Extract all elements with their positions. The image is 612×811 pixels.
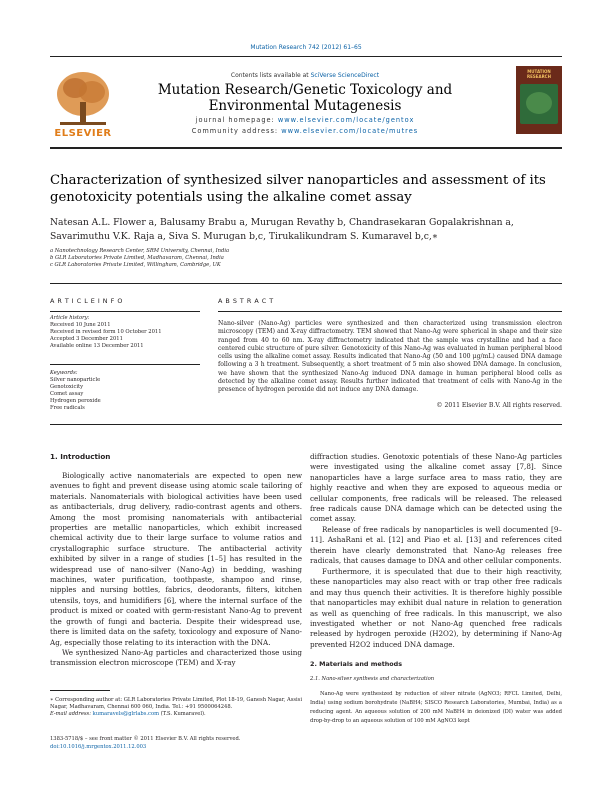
keyword-item: Hydrogen peroxide [50, 398, 101, 404]
cover-image-detail [526, 92, 552, 114]
authors-line1: Natesan A.L. Flower a, Balusamy Brabu a, Murugan Revathy b, Chandrasekaran Gopalakrishnan a, [50, 217, 514, 228]
keyword-item: Silver nanoparticle [50, 377, 101, 383]
address-link[interactable]: www.elsevier.com/locate/mutres [281, 127, 419, 135]
abstract-heading: A B S T R A C T [218, 297, 274, 305]
subsection-2-1-heading: 2.1. Nano-silver synthesis and characterization [310, 676, 435, 682]
contents-prefix: Contents lists available at [230, 72, 311, 79]
intro-paragraph-1: Biologically active nanomaterials are expected to open new avenues to fight and prevent disease using atomic scale tailoring of materials. Nanomaterials with biological activities have been used as antibacterials, drug delivery, radio-contrast agents and others. Among the most promising nanomaterials with antibacterial properties are metallic nanoparticles, which exhibit increased chemical activity due to their large surface to volume ratios and crystallographic surface structure. The antibacterial activity exhibited by silver in a range of studies [1–5] has resulted in the widespread use of nano-silver (Nano-Ag) in bedding, washing machines, water purification, toothpaste, shampoo and rinse, nipples and nursing bottles, fabrics, deodorants, filters, kitchen utensils, toys, and humidifiers [6], where the internal surface of the product is mixed or coated with germ-resistant Nano-Ag to prevent the growth of fungi and bacteria. Despite their widespread use, there is limited data on the safety, toxicology and exposure of Nano-Ag, especially those relating to its interaction with the DNA. [50, 471, 302, 647]
affiliation-c: c GLR Laboratories Private Limited, Willingham, Cambridge, UK [50, 262, 221, 268]
address-label: Community address: [191, 127, 282, 135]
right-paragraph-2: Release of free radicals by nanoparticles is well documented [9–11]. AshaRani et al. [12] and Piao et al. [13] and references cited therein have clearly demonstrated that Nano-Ag releases free radicals, that causes damage to DNA and other cellular components. [310, 525, 562, 566]
sciencedirect-link[interactable]: SciVerse ScienceDirect [310, 72, 380, 79]
masthead-bottom-rule [50, 147, 562, 149]
corresponding-author-footnote [50, 697, 302, 718]
doi-link[interactable]: doi:10.1016/j.mrgentox.2011.12.003 [50, 744, 147, 750]
elsevier-tree-icon [50, 68, 116, 128]
affiliation-a: a Nanotechnology Research Center, SRM University, Chennai, India [50, 248, 230, 254]
email-line [50, 711, 302, 718]
abstract-rule [218, 311, 562, 312]
homepage-label: journal homepage: [195, 116, 278, 124]
issn-line: 1383-5718/$ – see front matter © 2011 Elsevier B.V. All rights reserved. [50, 736, 241, 742]
keyword-item: Genotoxicity [50, 384, 84, 390]
journal-cover [516, 66, 562, 134]
affiliations [50, 248, 450, 269]
homepage-link[interactable]: www.elsevier.com/locate/gentox [277, 116, 415, 124]
affiliation-b: b GLR Laboratories Private Limited, Madhavaram, Chennai, India [50, 255, 224, 261]
section-1-heading: 1. Introduction [50, 452, 111, 461]
right-paragraph-1: diffraction studies. Genotoxic potentials of these Nano-Ag particles were investigated using the alkaline comet assay [7,8]. Since nanoparticles have a large surface area to mass ratio, they are highly reactive and when they are exposed to aqueous media or cellular components, free radicals will be released. The released free radicals cause DNA damage which can be detected using the comet assay. [310, 452, 562, 524]
homepage-line [120, 116, 490, 124]
journal-title [120, 82, 490, 114]
email-suffix: (T.S. Kumaravel). [159, 711, 206, 717]
abstract-copyright: © 2011 Elsevier B.V. All rights reserved. [436, 402, 562, 409]
history-received: Received 10 June 2011 [50, 322, 111, 328]
abstract-text: Nano-silver (Nano-Ag) particles were synthesized and then characterized using transmission electron microscopy (TEM) and X-ray diffractometry. TEM showed that Nano-Ag were spherical in shape and their size ranged from 40 to 60 nm. X-ray diffractometry indicated that the sample was crystalline and had a face centered cubic structure of pure silver. Genotoxicity of this Nano-Ag was evaluated in human peripheral blood cells using the alkaline comet assay. Results indicated that Nano-Ag (50 and 100 μg/mL) caused DNA damage following a 3 h treatment. Subsequently, a short treatment of 5 min also showed DNA damage. In conclusion, we have shown that the synthesized Nano-Ag induced DNA damage in human peripheral blood cells as detected by the alkaline comet assay. Results further indicated that treatment of cells with Nano-Ag in the presence of hydrogen peroxide did not induce any DNA damage. [218, 320, 562, 394]
intro-paragraph-2: We synthesized Nano-Ag particles and characterized those using transmission electron microscope (TEM) and X-ray [50, 648, 302, 668]
elsevier-wordmark: ELSEVIER [54, 128, 112, 139]
keyword-item: Free radicals [50, 405, 85, 411]
article-history [50, 315, 200, 350]
keyword-item: Comet assay [50, 391, 84, 397]
top-rule [50, 56, 562, 57]
methods-paragraph-1: Nano-Ag were synthesized by reduction of silver nitrate (AgNO3; RFCL Limited, Delhi, India) using sodium borohydrate (NaBH4; SISCO Research Laboratories, Mumbai, India) as a reducing agent. An aqueous solution of 200 mM NaBH4 in deionized (DI) water was added drop-by-drop to an aqueous solution of 100 mM AgNO3 kept [310, 691, 562, 724]
article-title-line2: genotoxicity potentials using the alkaline comet assay [50, 190, 412, 205]
corresponding-author-text: ∗ Corresponding author at: GLR Laboratories Private Limited, Plot 18-19, Ganesh Nagar, Assisi Nagar, Madhavaram, Chennai 600 060, India. Tel.: +91 9500064248. [50, 697, 302, 710]
journal-title-line1: Mutation Research/Genetic Toxicology and [157, 82, 453, 98]
article-info-heading: A R T I C L E I N F O [50, 297, 123, 305]
contents-line [120, 72, 490, 79]
history-online: Available online 13 December 2011 [50, 343, 144, 349]
section-2-heading: 2. Materials and methods [310, 660, 403, 668]
community-address-line [120, 127, 490, 135]
keywords [50, 370, 200, 412]
authors [50, 216, 570, 243]
email-label: E-mail address: [50, 711, 93, 717]
right-paragraph-3: Furthermore, it is speculated that due to their high reactivity, these nanoparticles may also react with or trap other free radicals and may thus quench their activities. It is therefore highly possible that nanoparticles may exhibit dual nature in relation to generation as well as quenching of free radicals. In this manuscript, we also investigated whether or not Nano-Ag quenched free radicals released by hydrogen peroxide (H2O2), by determining if Nano-Ag prevented H2O2 induced DNA damage. [310, 567, 562, 649]
journal-title-line2: Environmental Mutagenesis [208, 98, 402, 114]
history-revised: Received in revised form 10 October 2011 [50, 329, 162, 335]
history-accepted: Accepted 3 December 2011 [50, 336, 123, 342]
keywords-rule [50, 364, 200, 365]
affiliations-rule [50, 283, 562, 284]
abstract-bottom-rule [50, 424, 562, 425]
keywords-label: Keywords: [50, 370, 78, 376]
history-label: Article history: [50, 315, 90, 321]
authors-line2: Savarimuthu V.K. Raja a, Siva S. Murugan b,c, Tirukalikundram S. Kumaravel b,c,∗ [50, 230, 439, 242]
footnote-rule [50, 690, 110, 691]
article-title-line1: Characterization of synthesized silver nanoparticles and assessment of its [50, 173, 546, 188]
elsevier-logo [50, 68, 116, 140]
running-head: Mutation Research 742 (2012) 61–65 [250, 44, 362, 51]
article-title [50, 172, 562, 206]
cover-title: MUTATION RESEARCH [527, 69, 551, 79]
article-info-rule [50, 311, 200, 312]
email-link[interactable]: kumaravels@glrlabs.com [92, 711, 159, 717]
